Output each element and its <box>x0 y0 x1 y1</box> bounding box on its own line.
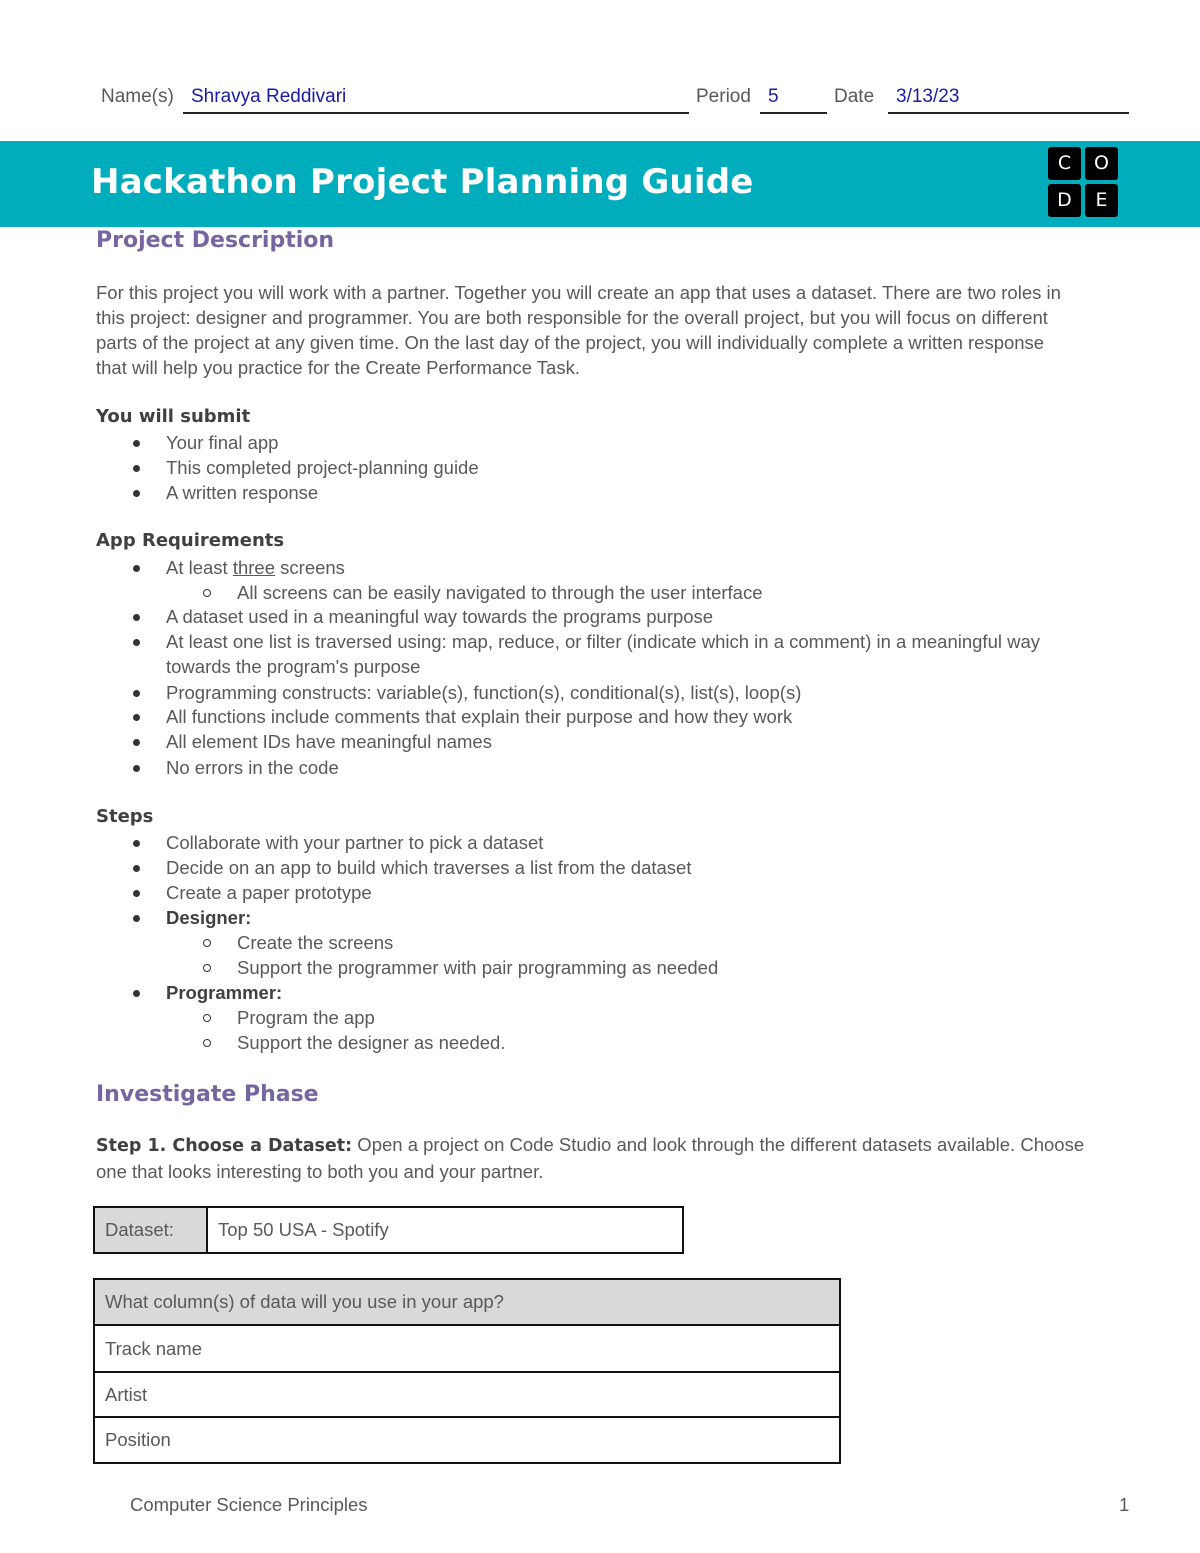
list-item: Support the programmer with pair programming as needed <box>237 955 1187 980</box>
bullet-icon <box>133 690 140 697</box>
list-item: Collaborate with your partner to pick a dataset <box>166 830 1116 855</box>
list-item: Programming constructs: variable(s), function(s), conditional(s), list(s), loop(s) <box>166 680 1116 705</box>
table-row[interactable]: Track name <box>95 1326 839 1373</box>
list-item: Support the designer as needed. <box>237 1030 1187 1055</box>
list-item: All screens can be easily navigated to through the user interface <box>237 580 1187 605</box>
list-item: Decide on an app to build which traverses a list from the dataset <box>166 855 1116 880</box>
list-item: This completed project-planning guide <box>166 455 1116 480</box>
hollow-bullet-icon <box>203 589 211 597</box>
name-value[interactable]: Shravya Reddivari <box>191 86 347 107</box>
period-value[interactable]: 5 <box>768 86 779 107</box>
list-item: All element IDs have meaningful names <box>166 729 1116 754</box>
bullet-icon <box>133 490 140 497</box>
period-underline <box>760 112 827 114</box>
list-item: A written response <box>166 480 1116 505</box>
paragraph-line: this project: designer and programmer. You are both responsible for the overall project, but you will focus on different <box>96 307 1048 328</box>
date-label: Date <box>834 86 875 107</box>
logo-letter: C <box>1048 147 1081 180</box>
bullet-icon <box>133 714 140 721</box>
bullet-icon <box>133 765 140 772</box>
hollow-bullet-icon <box>203 939 211 947</box>
bullet-icon <box>133 840 140 847</box>
list-item: Program the app <box>237 1005 1187 1030</box>
bullet-icon <box>133 990 140 997</box>
list-item: A dataset used in a meaningful way towards the programs purpose <box>166 604 1116 629</box>
logo-letter: O <box>1085 147 1118 180</box>
columns-table <box>93 1278 841 1464</box>
name-label: Name(s) <box>101 86 174 107</box>
list-item: Create the screens <box>237 930 1187 955</box>
footer-course: Computer Science Principles <box>130 1494 368 1515</box>
date-value[interactable]: 3/13/23 <box>896 86 960 107</box>
bullet-icon <box>133 639 140 646</box>
paragraph-line: parts of the project at any given time. On the last day of the project, you will individually complete a written response <box>96 332 1045 353</box>
step1-text: Step 1. Choose a Dataset: Open a project on Code Studio and look through the different datasets available. Choose one that looks interesting to both you and your partner. <box>96 1134 1085 1182</box>
bullet-icon <box>133 915 140 922</box>
code-logo <box>1048 147 1120 219</box>
list-item: Designer: <box>166 905 1116 930</box>
submit-heading: You will submit <box>96 406 251 427</box>
page-number: 1 <box>1119 1494 1130 1515</box>
requirements-heading: App Requirements <box>96 530 285 551</box>
bullet-icon <box>133 614 140 621</box>
project-description-text <box>96 280 1126 380</box>
list-item: At least three screens <box>166 555 1116 580</box>
logo-letter: E <box>1085 184 1118 217</box>
bullet-icon <box>133 865 140 872</box>
investigate-phase-title: Investigate Phase <box>96 1082 319 1107</box>
name-underline <box>183 112 689 114</box>
table-row[interactable]: Position <box>95 1418 839 1464</box>
hollow-bullet-icon <box>203 1039 211 1047</box>
project-description-title: Project Description <box>96 228 335 253</box>
bullet-icon <box>133 440 140 447</box>
list-item: Your final app <box>166 430 1116 455</box>
list-item: All functions include comments that explain their purpose and how they work <box>166 704 1116 729</box>
list-item: Programmer: <box>166 980 1116 1005</box>
hollow-bullet-icon <box>203 964 211 972</box>
bullet-icon <box>133 739 140 746</box>
bullet-icon <box>133 890 140 897</box>
period-label: Period <box>696 86 751 107</box>
paragraph-line: that will help you practice for the Create Performance Task. <box>96 357 580 378</box>
dataset-value-cell[interactable]: Top 50 USA - Spotify <box>218 1219 389 1240</box>
date-underline <box>888 112 1129 114</box>
hollow-bullet-icon <box>203 1014 211 1022</box>
table-row[interactable]: Artist <box>95 1373 839 1418</box>
bullet-icon <box>133 465 140 472</box>
list-item: At least one list is traversed using: map, reduce, or filter (indicate which in a comment) in a meaningful way towards the program's purpose <box>166 629 1116 679</box>
steps-heading: Steps <box>96 806 154 827</box>
dataset-label-cell: Dataset: <box>95 1208 208 1252</box>
logo-letter: D <box>1048 184 1081 217</box>
dataset-table <box>93 1206 684 1254</box>
paragraph-line: For this project you will work with a partner. Together you will create an app that uses a dataset. There are two roles in <box>96 282 1061 303</box>
table-header: What column(s) of data will you use in your app? <box>95 1280 839 1326</box>
list-item: No errors in the code <box>166 755 1116 780</box>
page-title: Hackathon Project Planning Guide <box>91 162 754 202</box>
list-item: Create a paper prototype <box>166 880 1116 905</box>
bullet-icon <box>133 565 140 572</box>
step1-label: Step 1. Choose a Dataset: <box>96 1136 353 1156</box>
